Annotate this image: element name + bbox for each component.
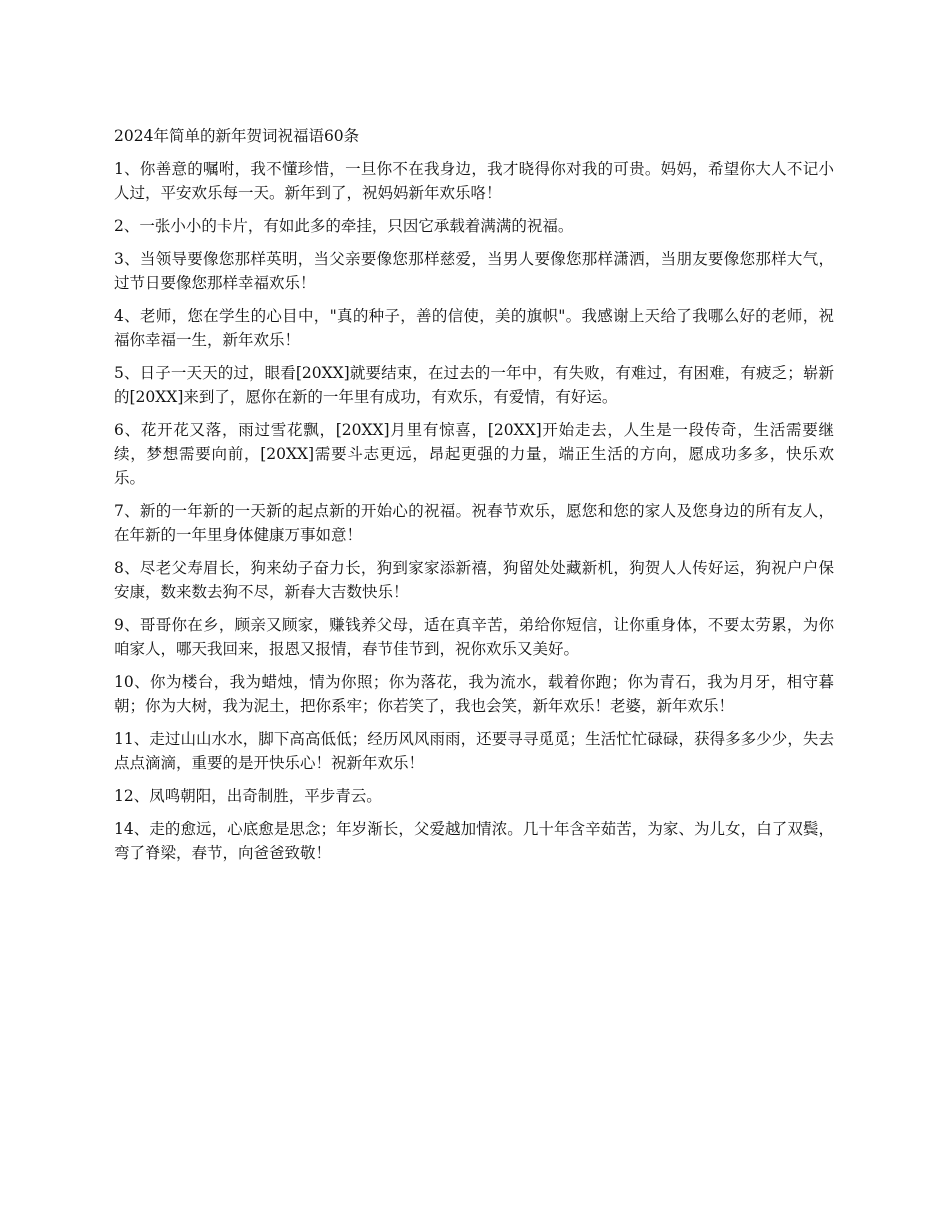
paragraph-12: 12、凤鸣朝阳，出奇制胜，平步青云。 [114, 787, 382, 805]
paragraph-6: 6、花开花又落，雨过雪花飘，[20XX]月里有惊喜，[20XX]开始走去，人生是一段传奇，生活需要继续，梦想需要向前，[20XX]需要斗志更远，昂起更强的力量，端正生活的方向，愿成功多多，快乐欢乐。 [114, 421, 834, 487]
paragraph-5: 5、日子一天天的过，眼看[20XX]就要结束，在过去的一年中，有失败，有难过，有困难，有疲乏；崭新的[20XX]来到了，愿你在新的一年里有成功，有欢乐，有爱情，有好运。 [114, 364, 834, 406]
paragraph-8: 8、尽老父寿眉长，狗来幼子奋力长，狗到家家添新禧，狗留处处藏新机，狗贺人人传好运，狗祝户户保安康，数来数去狗不尽，新春大吉数快乐！ [114, 559, 834, 601]
paragraph-10: 10、你为楼台，我为蜡烛，情为你照；你为落花，我为流水，载着你跑；你为青石，我为月牙，相守暮朝；你为大树，我为泥土，把你系牢；你若笑了，我也会笑，新年欢乐！老婆，新年欢乐！ [114, 673, 834, 715]
document-page [114, 124, 834, 874]
document-title: 2024年简单的新年贺词祝福语60条 [114, 127, 360, 145]
paragraph-2: 2、一张小小的卡片，有如此多的牵挂，只因它承载着满满的祝福。 [114, 217, 574, 235]
paragraph-7: 7、新的一年新的一天新的起点新的开始心的祝福。祝春节欢乐，愿您和您的家人及您身边的所有友人，在年新的一年里身体健康万事如意！ [114, 502, 834, 544]
paragraph-11: 11、走过山山水水，脚下高高低低；经历风风雨雨，还要寻寻觅觅；生活忙忙碌碌，获得多多少少，失去点点滴滴，重要的是开快乐心！祝新年欢乐！ [114, 730, 834, 772]
paragraph-3: 3、当领导要像您那样英明，当父亲要像您那样慈爱，当男人要像您那样潇洒，当朋友要像您那样大气，过节日要像您那样幸福欢乐！ [114, 250, 834, 292]
paragraph-9: 9、哥哥你在乡，顾亲又顾家，赚钱养父母，适在真辛苦，弟给你短信，让你重身体，不要太劳累，为你咱家人，哪天我回来，报恩又报情，春节佳节到，祝你欢乐又美好。 [114, 616, 834, 658]
paragraph-1: 1、你善意的嘱咐，我不懂珍惜，一旦你不在我身边，我才晓得你对我的可贵。妈妈，希望你大人不记小人过，平安欢乐每一天。新年到了，祝妈妈新年欢乐咯！ [114, 160, 834, 202]
paragraph-14: 14、走的愈远，心底愈是思念；年岁渐长，父爱越加情浓。几十年含辛茹苦，为家、为儿女，白了双鬓，弯了脊梁，春节，向爸爸致敬！ [114, 820, 834, 862]
paragraph-4: 4、老师，您在学生的心目中，"真的种子，善的信使，美的旗帜"。我感谢上天给了我哪么好的老师，祝福你幸福一生，新年欢乐！ [114, 307, 834, 349]
